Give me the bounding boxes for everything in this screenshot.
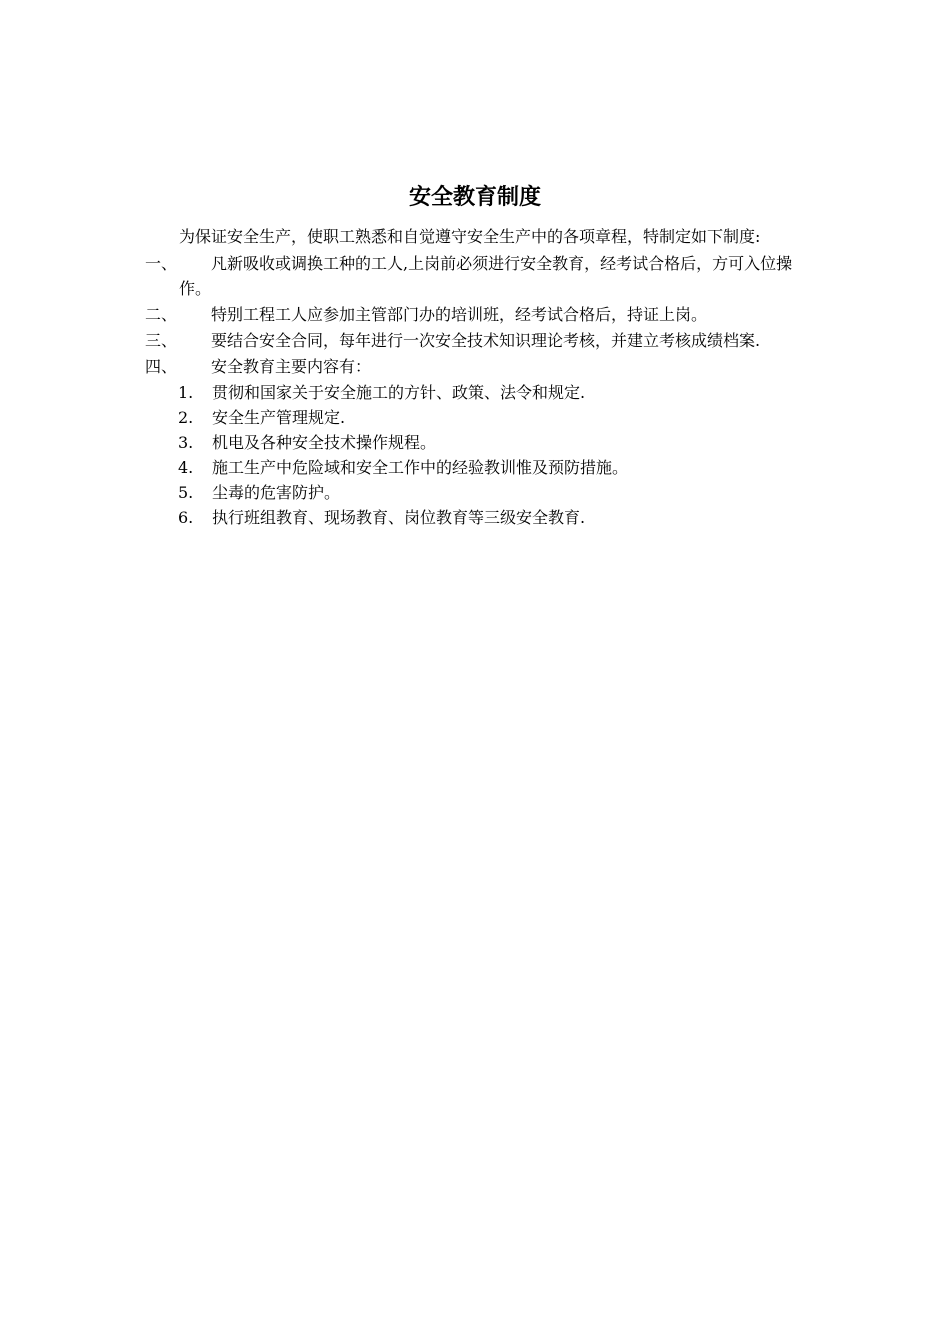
section-marker: 一、: [145, 254, 178, 273]
list-item-number: 6.: [178, 508, 194, 527]
section-text: 特别工程工人应参加主管部门办的培训班，经考试合格后，持证上岗。: [211, 305, 708, 324]
page-title: 安全教育制度: [408, 185, 541, 210]
section-text: 凡新吸收或调换工种的工人,上岗前必须进行安全教育，经考试合格后，方可入位操作。: [179, 254, 793, 298]
section-text: 安全教育主要内容有：: [211, 357, 372, 376]
section-marker: 二、: [145, 305, 178, 324]
list-item: [145, 505, 810, 530]
section-text: 要结合安全合同，每年进行一次安全技术知识理论考核，并建立考核成绩档案.: [211, 331, 761, 350]
list-item-text: 贯彻和国家关于安全施工的方针、政策、法令和规定.: [212, 383, 586, 402]
list-item: [145, 380, 810, 405]
list-item: [145, 405, 810, 430]
list-item-text: 机电及各种安全技术操作规程。: [212, 433, 437, 452]
section-marker: 四、: [145, 357, 178, 376]
section-1: [145, 251, 810, 301]
list-item-number: 2.: [178, 408, 194, 427]
list-item-text: 安全生产管理规定.: [212, 408, 346, 427]
list-item-text: 尘毒的危害防护。: [212, 483, 341, 502]
list-item-text: 施工生产中危险域和安全工作中的经验教训惟及预防措施。: [212, 458, 629, 477]
list-item: [145, 455, 810, 480]
document-body: [145, 224, 810, 530]
section-4: [145, 354, 810, 379]
intro-paragraph: 为保证安全生产，使职工熟悉和自觉遵守安全生产中的各项章程，特制定如下制度:: [179, 227, 761, 246]
section-marker: 三、: [145, 331, 178, 350]
section-3: [145, 328, 810, 353]
section-2: [145, 302, 810, 327]
list-item: [145, 430, 810, 455]
list-item: [145, 480, 810, 505]
content-list: [145, 380, 810, 530]
list-item-number: 3.: [178, 433, 194, 452]
list-item-number: 4.: [178, 458, 194, 477]
list-item-number: 1.: [178, 383, 194, 402]
list-item-text: 执行班组教育、现场教育、岗位教育等三级安全教育.: [212, 508, 586, 527]
list-item-number: 5.: [178, 483, 194, 502]
